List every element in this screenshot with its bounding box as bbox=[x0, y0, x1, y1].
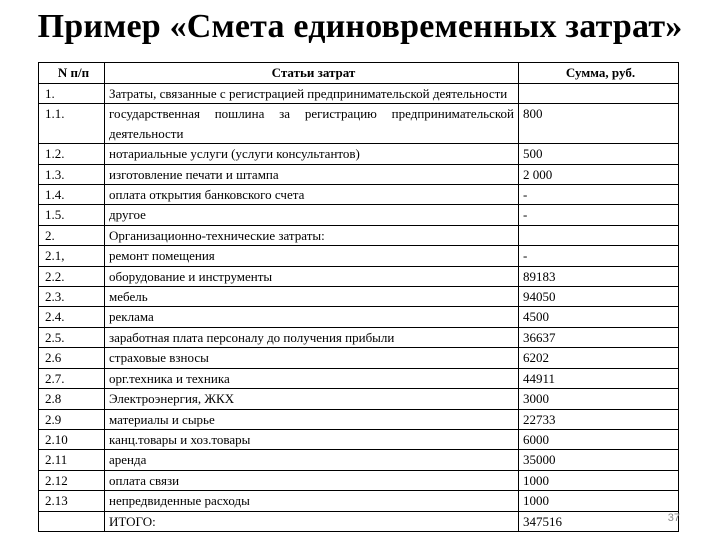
row-sum: 4500 bbox=[519, 307, 679, 327]
row-sum: - bbox=[519, 205, 679, 225]
table-row bbox=[39, 389, 679, 409]
table-row bbox=[39, 185, 679, 205]
table-row bbox=[39, 409, 679, 429]
row-number: 2.4. bbox=[39, 307, 105, 327]
row-item: Затраты, связанные с регистрацией предпринимательской деятельности bbox=[105, 84, 519, 104]
row-number: 2.2. bbox=[39, 266, 105, 286]
table-row bbox=[39, 164, 679, 184]
row-sum: 94050 bbox=[519, 287, 679, 307]
table-row bbox=[39, 450, 679, 470]
table-header-row bbox=[39, 63, 679, 84]
row-sum: 1000 bbox=[519, 491, 679, 511]
row-sum: 35000 bbox=[519, 450, 679, 470]
row-item: непредвиденные расходы bbox=[105, 491, 519, 511]
row-number: 2.13 bbox=[39, 491, 105, 511]
row-item: изготовление печати и штампа bbox=[105, 164, 519, 184]
row-sum: 2 000 bbox=[519, 164, 679, 184]
table-row bbox=[39, 246, 679, 266]
header-number: N п/п bbox=[39, 63, 105, 84]
row-number: 2.5. bbox=[39, 327, 105, 347]
table-row bbox=[39, 287, 679, 307]
row-number: 1.5. bbox=[39, 205, 105, 225]
row-sum: 800 bbox=[519, 104, 679, 144]
row-item: нотариальные услуги (услуги консультантов) bbox=[105, 144, 519, 164]
row-sum: 36637 bbox=[519, 327, 679, 347]
row-sum: 500 bbox=[519, 144, 679, 164]
row-item: аренда bbox=[105, 450, 519, 470]
row-number: 2.3. bbox=[39, 287, 105, 307]
row-item: орг.техника и техника bbox=[105, 368, 519, 388]
row-number: 2.10 bbox=[39, 429, 105, 449]
row-sum: 89183 bbox=[519, 266, 679, 286]
row-sum: - bbox=[519, 246, 679, 266]
row-sum: 22733 bbox=[519, 409, 679, 429]
table-row bbox=[39, 104, 679, 144]
row-item: Организационно-технические затраты: bbox=[105, 225, 519, 245]
header-sum: Сумма, руб. bbox=[519, 63, 679, 84]
row-item: другое bbox=[105, 205, 519, 225]
row-item: оплата связи bbox=[105, 470, 519, 490]
row-number: 2.11 bbox=[39, 450, 105, 470]
row-sum bbox=[519, 84, 679, 104]
row-number: 2.12 bbox=[39, 470, 105, 490]
row-sum: 6202 bbox=[519, 348, 679, 368]
row-number: 2.1, bbox=[39, 246, 105, 266]
table-row bbox=[39, 225, 679, 245]
row-number: 1.4. bbox=[39, 185, 105, 205]
table-row bbox=[39, 144, 679, 164]
row-sum: - bbox=[519, 185, 679, 205]
row-item: реклама bbox=[105, 307, 519, 327]
row-item: ремонт помещения bbox=[105, 246, 519, 266]
row-sum: 6000 bbox=[519, 429, 679, 449]
table-row bbox=[39, 429, 679, 449]
row-item: материалы и сырье bbox=[105, 409, 519, 429]
table-row bbox=[39, 307, 679, 327]
table-row bbox=[39, 511, 679, 531]
header-items: Статьи затрат bbox=[105, 63, 519, 84]
row-number: 2.9 bbox=[39, 409, 105, 429]
slide-title: Пример «Смета единовременных затрат» bbox=[37, 8, 683, 45]
row-number: 2.6 bbox=[39, 348, 105, 368]
page-number: 37 bbox=[667, 512, 680, 524]
row-sum: 44911 bbox=[519, 368, 679, 388]
table-row bbox=[39, 368, 679, 388]
row-item: мебель bbox=[105, 287, 519, 307]
row-item: государственная пошлина за регистрацию предпринимательской деятельности bbox=[105, 104, 519, 144]
row-sum: 347516 bbox=[519, 511, 679, 531]
table-row bbox=[39, 470, 679, 490]
row-item: заработная плата персоналу до получения прибыли bbox=[105, 327, 519, 347]
row-item: оплата открытия банковского счета bbox=[105, 185, 519, 205]
row-number: 1. bbox=[39, 84, 105, 104]
row-number bbox=[39, 511, 105, 531]
row-sum: 1000 bbox=[519, 470, 679, 490]
row-number: 1.2. bbox=[39, 144, 105, 164]
row-item: ИТОГО: bbox=[105, 511, 519, 531]
row-sum: 3000 bbox=[519, 389, 679, 409]
cost-estimate-table bbox=[38, 62, 679, 532]
table-row bbox=[39, 327, 679, 347]
row-sum bbox=[519, 225, 679, 245]
row-number: 2.7. bbox=[39, 368, 105, 388]
row-number: 2. bbox=[39, 225, 105, 245]
table-row bbox=[39, 205, 679, 225]
row-item: оборудование и инструменты bbox=[105, 266, 519, 286]
table-row bbox=[39, 348, 679, 368]
table-row bbox=[39, 491, 679, 511]
row-item: страховые взносы bbox=[105, 348, 519, 368]
table-row bbox=[39, 84, 679, 104]
row-number: 1.3. bbox=[39, 164, 105, 184]
row-item: Электроэнергия, ЖКХ bbox=[105, 389, 519, 409]
row-item: канц.товары и хоз.товары bbox=[105, 429, 519, 449]
row-number: 2.8 bbox=[39, 389, 105, 409]
table-row bbox=[39, 266, 679, 286]
row-number: 1.1. bbox=[39, 104, 105, 144]
